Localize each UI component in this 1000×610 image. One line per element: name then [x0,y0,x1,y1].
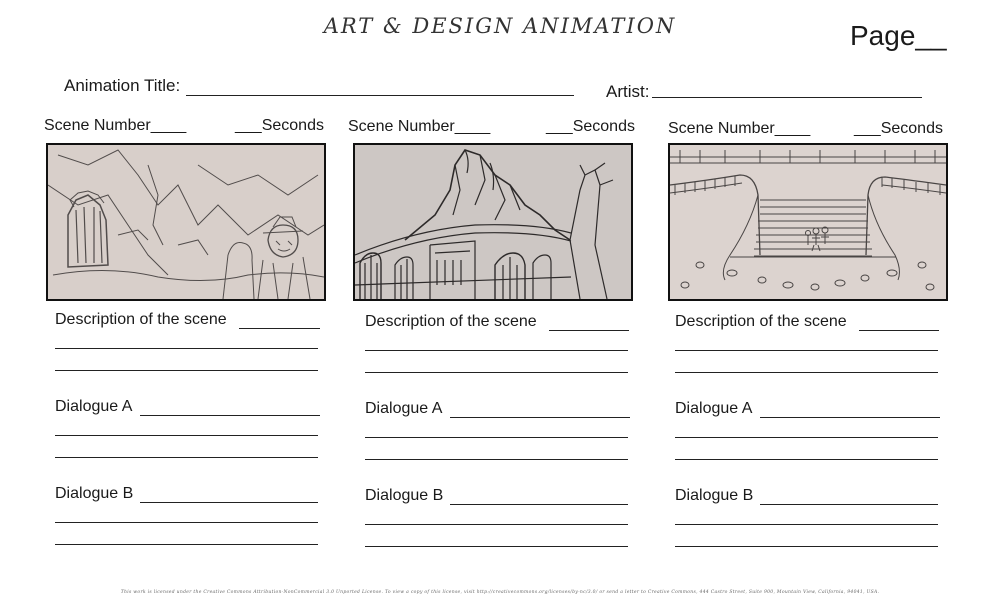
dialogue-b-field[interactable] [760,504,938,505]
dialogue-b-line[interactable] [55,544,318,545]
dialogue-b-line[interactable] [675,524,938,525]
dialogue-b-field[interactable] [450,504,628,505]
dialogue-b-label: Dialogue B [675,487,754,504]
dialogue-a-label: Dialogue A [675,400,753,417]
dialogue-b-line[interactable] [365,524,628,525]
description-line[interactable] [675,350,938,351]
scene-1-sketch-panel [46,143,326,301]
mountain-building-sketch [355,145,631,299]
dialogue-a-line[interactable] [365,459,628,460]
description-line[interactable] [365,350,628,351]
scene-2-sketch-panel [353,143,633,301]
dialogue-a-line[interactable] [675,459,938,460]
dialogue-b-label: Dialogue B [55,485,134,502]
dialogue-a-line[interactable] [55,457,318,458]
dialogue-b-field[interactable] [140,502,318,503]
animation-title-label: Animation Title: [64,76,181,95]
seconds-label: ___Seconds [235,117,324,134]
cave-figure-sketch [48,145,324,299]
scene-number-label: Scene Number____ [44,117,187,134]
description-line[interactable] [55,348,318,349]
license-footer: This work is licensed under the Creative Commons Attribution-NonCommercial 3.0 Unported License. To view a copy of this license, visit http://creativecommons.org/licenses/by-nc/3.0/ or send a letter to Creative Commons, 444 Castro Street, Suite 900, Mountain View, California, 94041, USA. [120,590,880,595]
dialogue-a-line[interactable] [55,435,318,436]
animation-title-field[interactable] [186,95,574,96]
description-line[interactable] [55,370,318,371]
dialogue-b-line[interactable] [675,546,938,547]
dialogue-a-field[interactable] [760,417,940,418]
seconds-label: ___Seconds [854,120,943,137]
description-label: Description of the scene [55,311,227,328]
dialogue-a-label: Dialogue A [365,400,443,417]
artist-field[interactable] [652,97,922,98]
courtyard-stairs-sketch [670,145,946,299]
description-line[interactable] [675,372,938,373]
description-field[interactable] [239,328,320,329]
dialogue-a-line[interactable] [675,437,938,438]
seconds-label: ___Seconds [546,118,635,135]
dialogue-a-field[interactable] [140,415,320,416]
dialogue-a-label: Dialogue A [55,398,133,415]
dialogue-a-line[interactable] [365,437,628,438]
description-label: Description of the scene [675,313,847,330]
artist-label: Artist: [606,82,650,101]
dialogue-b-line[interactable] [55,522,318,523]
description-line[interactable] [365,372,628,373]
scene-number-label: Scene Number____ [668,120,811,137]
scene-3-sketch-panel [668,143,948,301]
document-title: ART & DESIGN ANIMATION [323,14,677,38]
description-label: Description of the scene [365,313,537,330]
scene-number-label: Scene Number____ [348,118,491,135]
dialogue-a-field[interactable] [450,417,630,418]
page-number-label: Page__ [850,20,947,51]
dialogue-b-label: Dialogue B [365,487,444,504]
description-field[interactable] [859,330,939,331]
description-field[interactable] [549,330,629,331]
dialogue-b-line[interactable] [365,546,628,547]
